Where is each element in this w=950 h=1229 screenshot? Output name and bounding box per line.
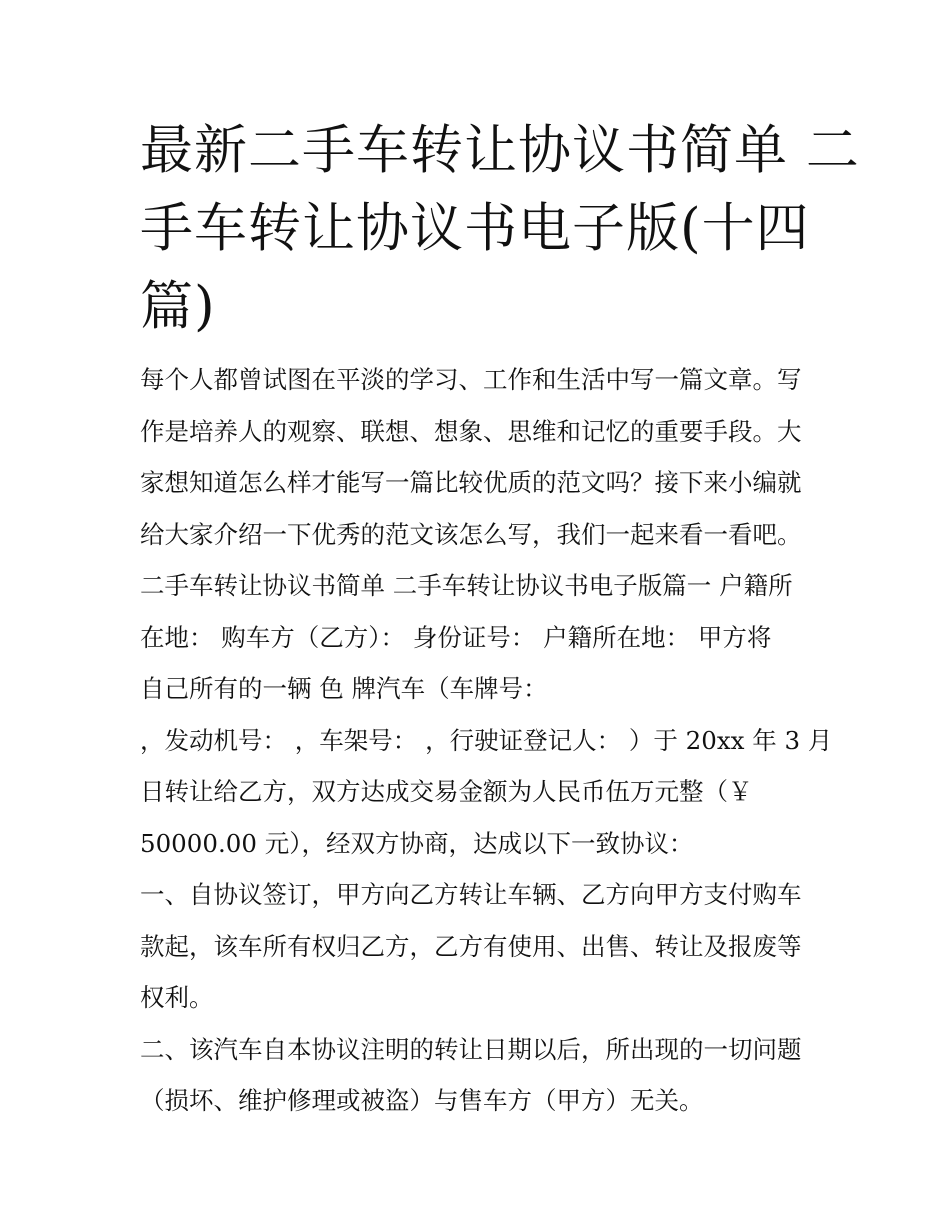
body-line: （损坏、维护修理或被盗）与售车方（甲方）无关。 <box>140 1086 704 1115</box>
body-line: 款起，该车所有权归乙方，乙方有使用、出售、转让及报废等 <box>140 931 802 961</box>
title-line: 最新二手车转让协议书简单 二 <box>140 120 860 181</box>
body-line: 家想知道怎么样才能写一篇比较优质的范文吗？接下来小编就 <box>140 468 802 497</box>
body-line: 在地： 购车方（乙方）： 身份证号： 户籍所在地： 甲方将 <box>140 622 772 652</box>
body-line: 二手车转让协议书简单 二手车转让协议书电子版篇一 户籍所 <box>140 571 793 600</box>
document-body <box>140 354 833 1127</box>
body-line: 50000.00 元），经双方协商，达成以下一致协议： <box>140 828 694 858</box>
body-line: 一、自协议签订，甲方向乙方转让车辆、乙方向甲方支付购车 <box>140 880 802 909</box>
body-line: 每个人都曾试图在平淡的学习、工作和生活中写一篇文章。写 <box>140 365 802 394</box>
body-line: 自己所有的一辆 色 牌汽车（车牌号： <box>140 674 548 703</box>
title-line: 手车转让协议书电子版(十四 <box>140 198 810 259</box>
document-title <box>140 112 860 346</box>
body-line: 给大家介绍一下优秀的范文该怎么写，我们一起来看一看吧。 <box>140 519 802 549</box>
body-line: 二、该汽车自本协议注明的转让日期以后，所出现的一切问题 <box>140 1034 802 1064</box>
body-line: ，发动机号： ，车架号： ，行驶证登记人： ）于 20xx 年 3 月 <box>140 725 833 755</box>
body-line: 作是培养人的观察、联想、想象、思维和记忆的重要手段。大 <box>140 416 802 446</box>
body-line: 日转让给乙方，双方达成交易金额为人民币伍万元整（￥ <box>140 777 753 806</box>
title-line: 篇) <box>140 276 216 337</box>
body-line: 权利。 <box>140 983 214 1012</box>
